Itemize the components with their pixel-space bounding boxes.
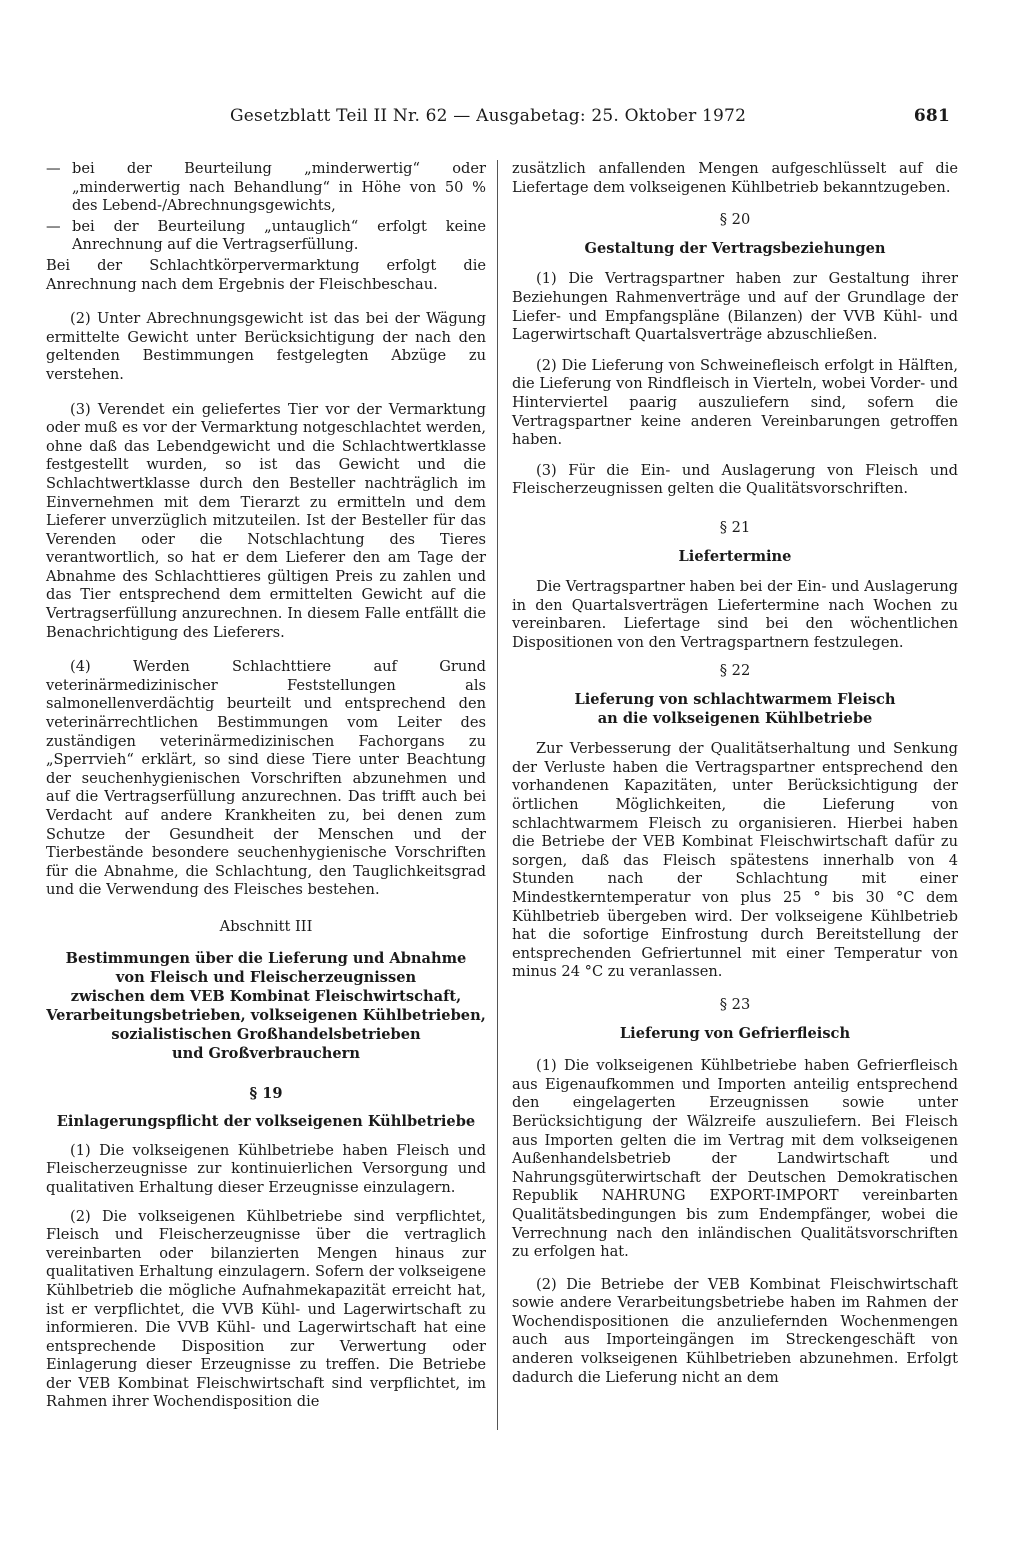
section-number-23: § 23 [719,995,751,1013]
section-19-paragraph-2: (2) Die volkseigenen Kühlbetriebe sind verpflichtet, Fleisch und Fleischerzeugnisse über die vertraglich vereinbarten oder bilanzierten Mengen hinaus zur qualitativen Erhaltung einzulagern. Sofern der volkseigene Kühlbetrieb die mögliche Aufnahmekapazität erreicht hat, ist er verpflichtet, die VVB Kühl- und Lagerwirtschaft zu informieren. Die VVB Kühl- und Lagerwirtschaft hat eine entsprechende Disposition zur Verwertung oder Einlagerung dieser Erzeugnisse zu treffen. Die Betriebe der VEB Kombinat Fleischwirtschaft sind verpflichtet, im Rahmen ihrer Wochendisposition die [46,1207,486,1411]
paragraph-schlachtkoerper: Bei der Schlachtkörpervermarktung erfolgt die Anrechnung nach dem Ergebnis der Fleischbeschau. [46,256,486,293]
title-line: zwischen dem VEB Kombinat Fleischwirtschaft, [70,987,462,1005]
section-23-title: Lieferung von Gefrierfleisch [619,1024,851,1042]
paragraph-4-schlachttiere: (4) Werden Schlachttiere auf Grund veterinärmedizinischer Feststellungen als salmonellenverdächtig beurteilt und entsprechend den veterinärrechtlichen Bestimmungen vom Leiter des zuständigen veterinärmedizinischen Fachorgans zu „Sperrvieh“ erklärt, so sind diese Tiere unter Beachtung der seuchenhygienischen Vorschriften abzunehmen und auf die Vertragserfüllung anzurechnen. Das trifft auch bei Verdacht auf andere Krankheiten zu, bei denen zum Schutze der Gesundheit der Menschen und der Tierbestände besondere seuchenhygienische Vorschriften für die Abnahme, die Schlachtung, den Tauglichkeitsgrad und die Verwendung des Fleisches bestehen. [46,658,486,899]
page-number: 681 [913,106,950,126]
section-20-paragraph-1: (1) Die Vertragspartner haben zur Gestaltung ihrer Beziehungen Rahmenverträge und auf der Grundlage der Liefer- und Empfangspläne (Bilanzen) der VVB Kühl- und Lagerwirtschaft Quartalsverträge abzuschließen. [512,270,958,344]
section-20-paragraph-3: (3) Für die Ein- und Auslagerung von Fleisch und Fleischerzeugnissen gelten die Qualitätsvorschriften. [512,461,958,498]
right-column [512,160,958,1387]
column-divider [497,160,498,1430]
section-21-title: Liefertermine [678,547,792,565]
dash-item [46,160,486,216]
section-19-title: Einlagerungspflicht der volkseigenen Kühlbetriebe [56,1113,476,1131]
title-line: Lieferung von schlachtwarmem Fleisch [574,691,896,709]
continuation-paragraph: zusätzlich anfallenden Mengen aufgeschlüsselt auf die Liefertage dem volkseigenen Kühlbetrieb bekanntzugeben. [512,160,958,196]
dash-text-untauglich: bei der Beurteilung „untauglich“ erfolgt keine Anrechnung auf die Vertragserfüllung. [72,217,486,254]
section-number-21: § 21 [719,518,751,536]
paragraph-2-abrechnungsgewicht: (2) Unter Abrechnungsgewicht ist das bei der Wägung ermittelte Gewicht unter Berücksichtigung der nach den geltenden Bestimmungen festgelegten Abzüge zu verstehen. [46,310,486,383]
dash-text-minderwertig: bei der Beurteilung „minderwertig“ oder „minderwertig nach Behandlung“ in Höhe von 50 % des Lebend-/Abrechnungsgewichts, [72,160,486,215]
dash-mark: — [46,160,61,177]
header-title: Gesetzblatt Teil II Nr. 62 — Ausgabetag: 25. Oktober 1972 [230,106,747,126]
section-label-abschnitt-iii: Abschnitt III [219,917,313,935]
section-22-title [512,691,958,728]
paragraph-3-verendet: (3) Verendet ein geliefertes Tier vor der Vermarktung oder muß es vor der Vermarktung notgeschlachtet werden, ohne daß das Lebendgewicht und die Schlachtwertklasse festgestellt wurden, so ist das Gewicht und die Schlachtwertklasse durch den Besteller nachträglich im Einvernehmen mit dem Tierarzt zu ermitteln und dem Lieferer unverzüglich mitzuteilen. Ist der Besteller für das Verenden oder die Notschlachtung des Tieres verantwortlich, so hat er dem Lieferer den am Tage der Abnahme des Schlachttieres gültigen Preis zu zahlen und das Tier entsprechend dem ermittelten Gewicht auf die Vertragserfüllung anzurechnen. In diesem Falle entfällt die Benachrichtigung des Lieferers. [46,400,486,641]
dash-item [46,218,486,255]
title-line: von Fleisch und Fleischerzeugnissen [115,968,417,986]
title-line: Bestimmungen über die Lieferung und Abnahme [65,949,467,967]
section-23-paragraph-2: (2) Die Betriebe der VEB Kombinat Fleischwirtschaft sowie andere Verarbeitungsbetriebe haben im Rahmen der Wochendispositionen die anzuliefernden Wochenmengen auch aus Importeingängen im Streckengeschäft von anderen volkseigenen Kühlbetrieben abzunehmen. Erfolgt dadurch die Lieferung nicht an dem [512,1275,958,1386]
section-21-paragraph-1: Die Vertragspartner haben bei der Ein- und Auslagerung in den Quartalsverträgen Liefertermine nach Wochen zu vereinbaren. Liefertage sind bei den wöchentlichen Dispositionen von den Vertragspartnern festzulegen. [512,578,958,651]
title-line: und Großverbrauchern [172,1044,360,1062]
abschnitt-iii-title [46,949,486,1063]
title-line: an die volkseigenen Kühlbetriebe [597,709,873,727]
dash-mark: — [46,217,61,235]
section-22-paragraph-1: Zur Verbesserung der Qualitätserhaltung und Senkung der Verluste haben die Vertragspartner entsprechend den vorhandenen Kapazitäten, unter Berücksichtigung der örtlichen Möglichkeiten, die Lieferung von schlachtwarmem Fleisch zu organisieren. Hierbei haben die Betriebe der VEB Kombinat Fleischwirtschaft dafür zu sorgen, daß das Fleisch spätestens innerhalb von 4 Stunden nach der Schlachtung mit einer Mindestkerntemperatur von plus 25 ° bis 30 °C dem Kühlbetrieb übergeben wird. Der volkseigene Kühlbetrieb hat die sofortige Einfrostung durch Bereitstellung der entsprechenden Gefriertunnel mit einer Temperatur von minus 24 °C zu veranlassen. [512,740,958,981]
title-line: Verarbeitungsbetrieben, volkseigenen Kühlbetrieben, [46,1006,486,1024]
section-20-title: Gestaltung der Vertragsbeziehungen [584,239,886,257]
left-column [46,160,486,1412]
section-number-22: § 22 [719,662,751,680]
section-19-paragraph-1: (1) Die volkseigenen Kühlbetriebe haben Fleisch und Fleischerzeugnisse zur kontinuierlichen Versorgung und qualitativen Erhaltung dieser Erzeugnisse einzulagern. [46,1141,486,1196]
section-number-20: § 20 [719,211,751,229]
section-23-paragraph-1: (1) Die volkseigenen Kühlbetriebe haben Gefrierfleisch aus Eigenaufkommen und Importen anteilig entsprechend den eingelagerten Erzeugnissen sowie unter Berücksichtigung der Wälzreife auszuliefern. Bei Fleisch aus Importen gelten die im Vertrag mit dem volkseigenen Außenhandelsbetrieb der Landwirtschaft und Nahrungsgüterwirtschaft der Deutschen Demokratischen Republik NAHRUNG EXPORT-IMPORT vereinbarten Qualitätsbedingungen bis zum Endempfänger, wobei die Verrechnung nach den inländischen Qualitätsvorschriften zu erfolgen hat. [512,1057,958,1261]
title-line: sozialistischen Großhandelsbetrieben [111,1025,421,1043]
section-number-19: § 19 [249,1084,283,1102]
section-20-paragraph-2: (2) Die Lieferung von Schweinefleisch erfolgt in Hälften, die Lieferung von Rindfleisch in Vierteln, wobei Vorder- und Hinterviertel paarig auszuliefern sind, sofern die Vertragspartner keine anderen Vereinbarungen getroffen haben. [512,356,958,449]
page-header [230,106,950,132]
